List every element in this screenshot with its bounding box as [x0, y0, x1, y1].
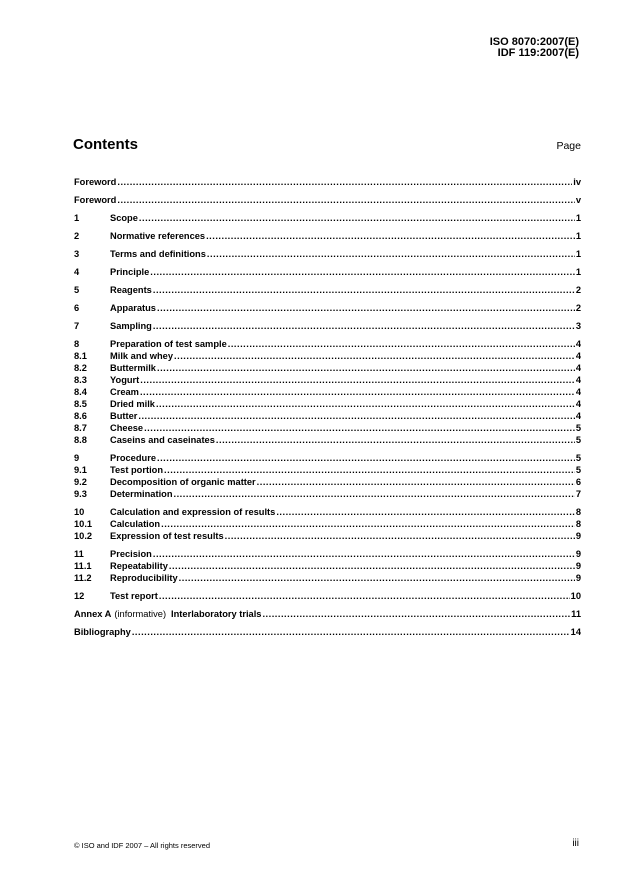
toc-title: Preparation of test sample [110, 339, 227, 349]
toc-entry-apparatus[interactable] [74, 302, 581, 314]
toc-number: 10 [74, 507, 85, 517]
toc-entry-test-report[interactable] [74, 590, 581, 602]
toc-entry-foreword[interactable] [74, 176, 581, 188]
toc-leader [150, 266, 575, 278]
toc-entry-normative-references[interactable] [74, 230, 581, 242]
toc-leader [117, 176, 572, 188]
toc-page: 1 [575, 213, 581, 223]
toc-title: Procedure [110, 453, 156, 463]
toc-page: 6 [575, 477, 581, 487]
toc-entry-cheese[interactable] [74, 422, 581, 434]
toc-entry-milk-and-whey[interactable] [74, 350, 581, 362]
toc-title: Calculation and expression of results [110, 507, 276, 517]
toc-title: Foreword [74, 195, 117, 205]
table-of-contents [74, 176, 581, 638]
toc-entry-buttermilk[interactable] [74, 362, 581, 374]
toc-page: 9 [575, 549, 581, 559]
toc-number: 3 [74, 249, 80, 259]
toc-page: 1 [575, 267, 581, 277]
toc-page: 1 [575, 231, 581, 241]
toc-number: 6 [74, 303, 80, 313]
toc-number: 9 [74, 453, 80, 463]
toc-page: 3 [575, 321, 581, 331]
toc-entry-butter[interactable] [74, 410, 581, 422]
toc-leader [174, 488, 575, 500]
toc-title: Butter [110, 411, 138, 421]
toc-leader [169, 560, 575, 572]
toc-title: Milk and whey [110, 351, 174, 361]
toc-entry-precision[interactable] [74, 548, 581, 560]
toc-page: 4 [575, 375, 581, 385]
toc-entry-decomposition-of-organic-matter[interactable] [74, 476, 581, 488]
header-iso-number: ISO 8070:2007(E) [489, 36, 579, 48]
toc-page: 9 [575, 561, 581, 571]
toc-number: 10.2 [74, 531, 93, 541]
toc-number: 5 [74, 285, 80, 295]
toc-title: Determination [110, 489, 173, 499]
toc-leader [117, 194, 574, 206]
toc-entry-yogurt[interactable] [74, 374, 581, 386]
annex-label: Annex A [74, 609, 112, 619]
toc-page: 2 [575, 303, 581, 313]
toc-number: 8.2 [74, 363, 87, 373]
toc-number: 8.3 [74, 375, 87, 385]
footer-copyright: © ISO and IDF 2007 – All rights reserved [74, 841, 211, 850]
toc-entry-sampling[interactable] [74, 320, 581, 332]
toc-entry-expression-of-test-results[interactable] [74, 530, 581, 542]
toc-entry-determination[interactable] [74, 488, 581, 500]
toc-number: 10.1 [74, 519, 93, 529]
document-header [490, 37, 579, 59]
toc-page: 10 [570, 591, 581, 601]
toc-page: 1 [575, 249, 581, 259]
toc-entry-test-portion[interactable] [74, 464, 581, 476]
toc-number: 8.7 [74, 423, 87, 433]
toc-leader [206, 230, 575, 242]
toc-title: Test report [110, 591, 158, 601]
toc-page: 14 [570, 627, 581, 637]
toc-leader [228, 338, 575, 350]
toc-number: 2 [74, 231, 80, 241]
toc-title: Reagents [110, 285, 152, 295]
toc-number: 1 [74, 213, 80, 223]
toc-entry-caseins-and-caseinates[interactable] [74, 434, 581, 446]
toc-leader [157, 302, 575, 314]
toc-number: 11 [74, 549, 84, 559]
toc-leader [157, 452, 575, 464]
toc-title: Bibliography [74, 627, 131, 637]
toc-entry-calculation[interactable] [74, 518, 581, 530]
toc-leader [140, 386, 575, 398]
toc-entry-foreword[interactable] [74, 194, 581, 206]
toc-title: Normative references [110, 231, 206, 241]
toc-number: 9.1 [74, 465, 87, 475]
toc-entry-reproducibility[interactable] [74, 572, 581, 584]
toc-leader [138, 410, 574, 422]
toc-number: 8.4 [74, 387, 87, 397]
toc-leader [139, 212, 575, 224]
toc-page: 5 [575, 423, 581, 433]
toc-leader [216, 434, 575, 446]
toc-page: 4 [575, 339, 581, 349]
toc-entry-repeatability[interactable] [74, 560, 581, 572]
toc-entry-terms-and-definitions[interactable] [74, 248, 581, 260]
toc-number: 8 [74, 339, 80, 349]
toc-entry-bibliography[interactable] [74, 626, 581, 638]
toc-title: Cheese [110, 423, 144, 433]
toc-page: 4 [575, 399, 581, 409]
toc-leader [144, 422, 575, 434]
toc-page: 4 [575, 351, 581, 361]
toc-title: Sampling [110, 321, 152, 331]
footer-page-number: iii [572, 838, 579, 849]
toc-leader [153, 284, 575, 296]
toc-title: Scope [110, 213, 138, 223]
toc-page: 9 [575, 573, 581, 583]
toc-leader [276, 506, 575, 518]
toc-title: Reproducibility [110, 573, 178, 583]
toc-leader [257, 476, 575, 488]
toc-page: 11 [571, 609, 581, 619]
toc-leader [262, 608, 570, 620]
toc-title: Principle [110, 267, 150, 277]
toc-page: 7 [575, 489, 581, 499]
toc-entry-cream[interactable] [74, 386, 581, 398]
toc-title: Apparatus [110, 303, 156, 313]
toc-title: Dried milk [110, 399, 155, 409]
toc-leader [159, 590, 570, 602]
toc-number: 8.5 [74, 399, 87, 409]
toc-entry-procedure[interactable] [74, 452, 581, 464]
toc-page: 4 [575, 363, 581, 373]
toc-entry-scope[interactable] [74, 212, 581, 224]
toc-title: Repeatability [110, 561, 168, 571]
toc-leader [174, 350, 575, 362]
toc-leader [153, 320, 575, 332]
toc-page: 9 [575, 531, 581, 541]
toc-number: 8.6 [74, 411, 87, 421]
toc-leader [153, 548, 575, 560]
toc-title: Caseins and caseinates [110, 435, 215, 445]
toc-number: 11.1 [74, 561, 92, 571]
toc-leader [140, 374, 575, 386]
toc-entry-preparation-of-test-sample[interactable] [74, 338, 581, 350]
toc-page: iv [573, 177, 581, 187]
annex-informative-note: (informative) [114, 609, 167, 619]
toc-number: 9.3 [74, 489, 87, 499]
toc-page: 5 [575, 453, 581, 463]
toc-number: 9.2 [74, 477, 87, 487]
toc-title: Yogurt [110, 375, 140, 385]
toc-page: 5 [575, 435, 581, 445]
toc-page: 4 [575, 387, 581, 397]
toc-number: 8.1 [74, 351, 87, 361]
toc-entry-reagents[interactable] [74, 284, 581, 296]
page-column-label: Page [556, 140, 581, 152]
toc-leader [207, 248, 575, 260]
toc-page: 8 [575, 507, 581, 517]
toc-entry-dried-milk[interactable] [74, 398, 581, 410]
contents-title: Contents [73, 136, 138, 153]
header-idf-number: IDF 119:2007(E) [497, 47, 579, 59]
toc-page: v [575, 195, 581, 205]
toc-number: 4 [74, 267, 80, 277]
toc-title: Calculation [110, 519, 161, 529]
toc-title: Test portion [110, 465, 164, 475]
toc-title: Expression of test results [110, 531, 224, 541]
toc-number: 12 [74, 591, 85, 601]
toc-page: 4 [575, 411, 581, 421]
toc-title: Interlaboratory trials [171, 609, 262, 619]
toc-entry-principle[interactable] [74, 266, 581, 278]
toc-leader [225, 530, 575, 542]
toc-page: 5 [575, 465, 581, 475]
toc-title: Cream [110, 387, 139, 397]
toc-leader [164, 464, 575, 476]
toc-number: 8.8 [74, 435, 87, 445]
toc-leader [161, 518, 575, 530]
toc-number: 7 [74, 321, 80, 331]
toc-leader [156, 398, 575, 410]
toc-title: Decomposition of organic matter [110, 477, 256, 487]
toc-leader [157, 362, 575, 374]
toc-entry-annex-a[interactable] [74, 608, 581, 620]
toc-title: Precision [110, 549, 152, 559]
toc-page: 2 [575, 285, 581, 295]
toc-page: 8 [575, 519, 581, 529]
toc-title: Buttermilk [110, 363, 156, 373]
toc-title: Foreword [74, 177, 117, 187]
toc-leader [179, 572, 575, 584]
toc-number: 11.2 [74, 573, 92, 583]
toc-leader [132, 626, 570, 638]
toc-title: Terms and definitions [110, 249, 206, 259]
toc-entry-calculation-and-expression-of-results[interactable] [74, 506, 581, 518]
